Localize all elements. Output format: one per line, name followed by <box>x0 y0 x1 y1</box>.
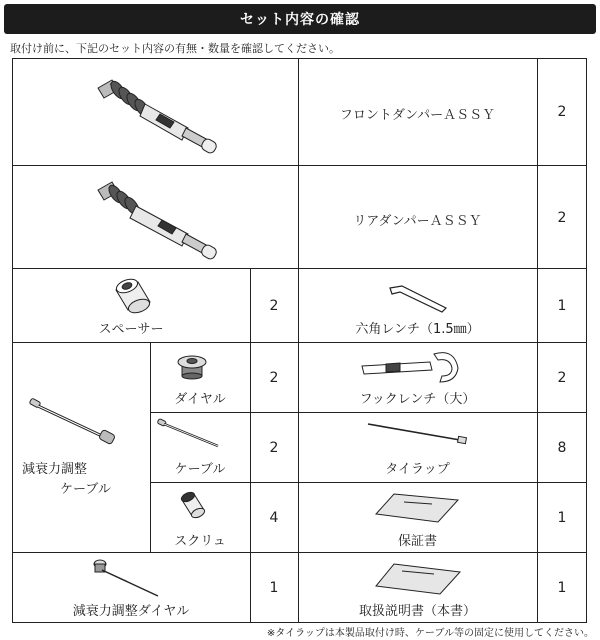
spacer-label: スペーサー <box>98 322 164 337</box>
footnote: ※タイラップは本製品取付け時、ケーブル等の固定に使用してください。 <box>266 628 594 639</box>
tie-wrap-label: タイラップ <box>385 462 450 477</box>
rear-damper-label: リアダンパーＡＳＳＹ <box>353 214 482 229</box>
cable-image <box>156 418 226 450</box>
cable-assembly-image <box>28 398 120 448</box>
screw-label: スクリュ <box>174 534 226 549</box>
dial-label: ダイヤル <box>174 392 226 407</box>
screw-qty: 4 <box>269 510 279 526</box>
tie-wrap-qty: 8 <box>557 440 567 456</box>
manual-image <box>374 560 466 598</box>
adjust-dial-qty: 1 <box>269 580 279 596</box>
hook-wrench-label: フックレンチ（大） <box>359 392 476 407</box>
intro-text: 取付け前に、下記のセット内容の有無・数量を確認してください。 <box>10 42 340 55</box>
cable-label: ケーブル <box>174 462 226 477</box>
hex-wrench-label: 六角レンチ（1.5㎜） <box>355 322 480 337</box>
spacer-qty: 2 <box>269 298 279 314</box>
hex-wrench-image <box>384 280 454 316</box>
cable-qty: 2 <box>269 440 279 456</box>
warranty-qty: 1 <box>557 510 567 526</box>
manual-qty: 1 <box>557 580 567 596</box>
hex-wrench-qty: 1 <box>557 298 567 314</box>
cable-group-label-line1: 減衰力調整 <box>22 462 88 477</box>
rear-damper-qty: 2 <box>557 210 567 226</box>
rear-damper-image <box>90 172 230 264</box>
front-damper-qty: 2 <box>557 104 567 120</box>
section-header: セット内容の確認 <box>4 4 596 34</box>
dial-image <box>174 350 210 380</box>
warranty-label: 保証書 <box>397 534 437 549</box>
warranty-image <box>374 490 464 526</box>
front-damper-label: フロントダンパーＡＳＳＹ <box>339 108 496 123</box>
dial-qty: 2 <box>269 370 279 386</box>
adjust-dial-image <box>88 556 164 600</box>
adjust-dial-label: 減衰力調整ダイヤル <box>72 604 190 619</box>
manual-label: 取扱説明書（本書） <box>358 604 476 619</box>
cable-group-label-line2: ケーブル <box>60 482 111 497</box>
spacer-image <box>108 276 158 316</box>
screw-image <box>176 490 210 522</box>
hook-wrench-image <box>356 348 466 388</box>
front-damper-image <box>90 70 230 160</box>
hook-wrench-qty: 2 <box>557 370 567 386</box>
tie-wrap-image <box>364 420 474 446</box>
